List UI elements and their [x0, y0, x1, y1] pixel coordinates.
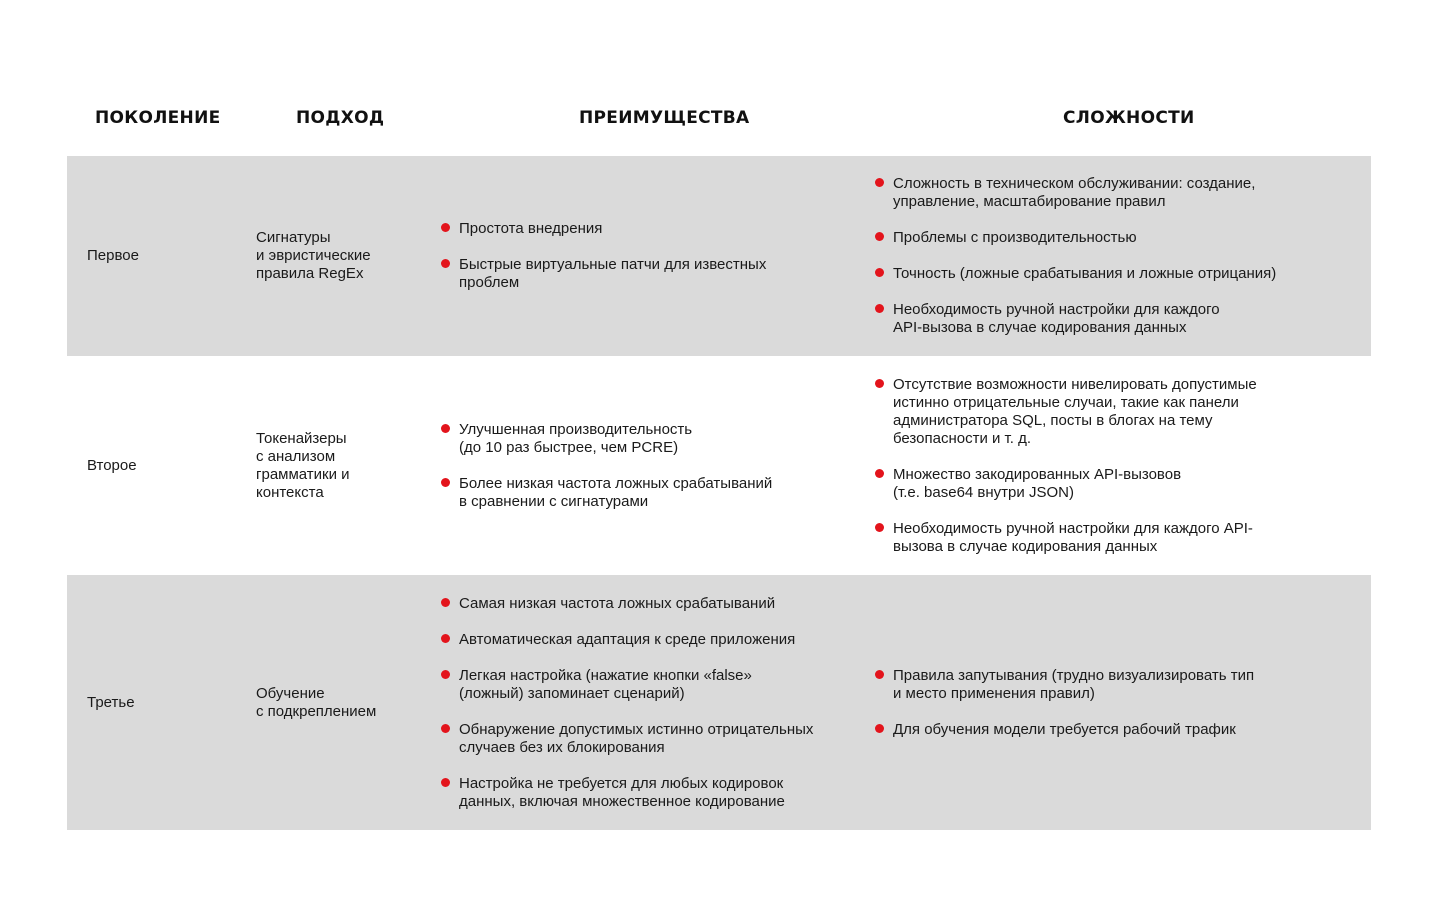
bullet-dot-icon — [875, 232, 884, 241]
list-item — [875, 175, 1353, 211]
list-item-text: Автоматическая адаптация к среде приложения — [459, 630, 796, 648]
list-item-text: Быстрые виртуальные патчи для известных проблем — [459, 256, 767, 291]
challenges-list — [875, 376, 1353, 556]
list-item — [875, 229, 1353, 247]
list-item — [875, 520, 1353, 556]
list-item — [441, 631, 873, 649]
list-item — [875, 301, 1353, 337]
generation-cell — [87, 575, 247, 830]
bullet-dot-icon — [441, 634, 450, 643]
bullet-dot-icon — [875, 724, 884, 733]
challenges-cell — [875, 156, 1353, 356]
bullet-dot-icon — [875, 304, 884, 313]
bullet-dot-icon — [875, 379, 884, 388]
approach-cell — [256, 575, 431, 830]
generation-cell — [87, 156, 247, 356]
list-item-text: Проблемы с производительностью — [893, 229, 1137, 246]
bullet-dot-icon — [441, 778, 450, 787]
table-header — [67, 108, 1371, 134]
list-item-text: Для обучения модели требуется рабочий трафик — [893, 720, 1236, 738]
list-item-text: Необходимость ручной настройки для каждого API- вызова в случае кодирования данных — [893, 519, 1253, 555]
list-item-text: Необходимость ручной настройки для каждого API-вызова в случае кодирования данных — [893, 301, 1220, 336]
advantages-list — [441, 595, 873, 811]
bullet-dot-icon — [875, 670, 884, 679]
list-item-text: Настройка не требуется для любых кодировок данных, включая множественное кодирование — [459, 774, 785, 810]
generation-label: Третье — [87, 693, 135, 711]
list-item-text: Более низкая частота ложных срабатываний в сравнении с сигнатурами — [459, 474, 773, 510]
list-item — [875, 721, 1353, 739]
advantages-cell — [441, 356, 873, 575]
bullet-dot-icon — [441, 670, 450, 679]
list-item-text: Простота внедрения — [459, 220, 603, 237]
list-item — [875, 667, 1353, 703]
list-item — [875, 265, 1353, 283]
bullet-dot-icon — [875, 178, 884, 187]
list-item-text: Правила запутывания (трудно визуализировать тип и место применения правил) — [893, 666, 1255, 702]
advantages-list — [441, 220, 873, 292]
list-item-text: Отсутствие возможности нивелировать допустимые истинно отрицательные случаи, такие как панели администратора SQL, посты в блогах на тему безопасности и т. д. — [893, 375, 1257, 447]
bullet-dot-icon — [441, 724, 450, 733]
advantages-cell — [441, 575, 873, 830]
header-advantages: ПРЕИМУЩЕСТВА — [579, 108, 750, 128]
table-row-first — [67, 156, 1371, 356]
list-item — [441, 220, 873, 238]
list-item-text: Улучшенная производительность (до 10 раз быстрее, чем PCRE) — [459, 420, 693, 456]
approach-cell — [256, 156, 431, 356]
list-item-text: Точность (ложные срабатывания и ложные отрицания) — [893, 265, 1277, 282]
bullet-dot-icon — [441, 478, 450, 487]
list-item — [441, 595, 873, 613]
header-approach: ПОДХОД — [296, 108, 385, 128]
generation-cell — [87, 356, 247, 575]
list-item-text: Обнаружение допустимых истинно отрицательных случаев без их блокирования — [459, 720, 814, 756]
approach-text: Токенайзеры с анализом грамматики и контекста — [256, 429, 350, 501]
challenges-cell — [875, 575, 1353, 830]
list-item — [441, 721, 873, 757]
generation-label: Второе — [87, 456, 137, 474]
approach-text: Сигнатуры и эвристические правила RegEx — [256, 229, 371, 282]
generation-label: Первое — [87, 247, 139, 264]
advantages-list — [441, 421, 873, 511]
bullet-dot-icon — [441, 223, 450, 232]
bullet-dot-icon — [875, 469, 884, 478]
bullet-dot-icon — [441, 259, 450, 268]
approach-cell — [256, 356, 431, 575]
bullet-dot-icon — [875, 268, 884, 277]
header-challenges: СЛОЖНОСТИ — [1063, 108, 1195, 128]
challenges-list — [875, 667, 1353, 739]
list-item — [875, 376, 1353, 448]
advantages-cell — [441, 156, 873, 356]
challenges-list — [875, 175, 1353, 337]
list-item-text: Легкая настройка (нажатие кнопки «false» (ложный) запоминает сценарий) — [459, 666, 752, 702]
list-item — [441, 421, 873, 457]
approach-text: Обучение с подкреплением — [256, 684, 377, 720]
list-item-text: Множество закодированных API-вызовов (т.е. base64 внутри JSON) — [893, 465, 1182, 501]
list-item — [875, 466, 1353, 502]
table-row-third — [67, 575, 1371, 830]
list-item-text: Самая низкая частота ложных срабатываний — [459, 594, 776, 612]
list-item-text: Сложность в техническом обслуживании: создание, управление, масштабирование правил — [893, 175, 1256, 210]
bullet-dot-icon — [441, 424, 450, 433]
list-item — [441, 775, 873, 811]
bullet-dot-icon — [875, 523, 884, 532]
list-item — [441, 256, 873, 292]
challenges-cell — [875, 356, 1353, 575]
bullet-dot-icon — [441, 598, 450, 607]
list-item — [441, 475, 873, 511]
list-item — [441, 667, 873, 703]
header-generation: ПОКОЛЕНИЕ — [95, 108, 221, 128]
table-row-second — [67, 356, 1371, 575]
